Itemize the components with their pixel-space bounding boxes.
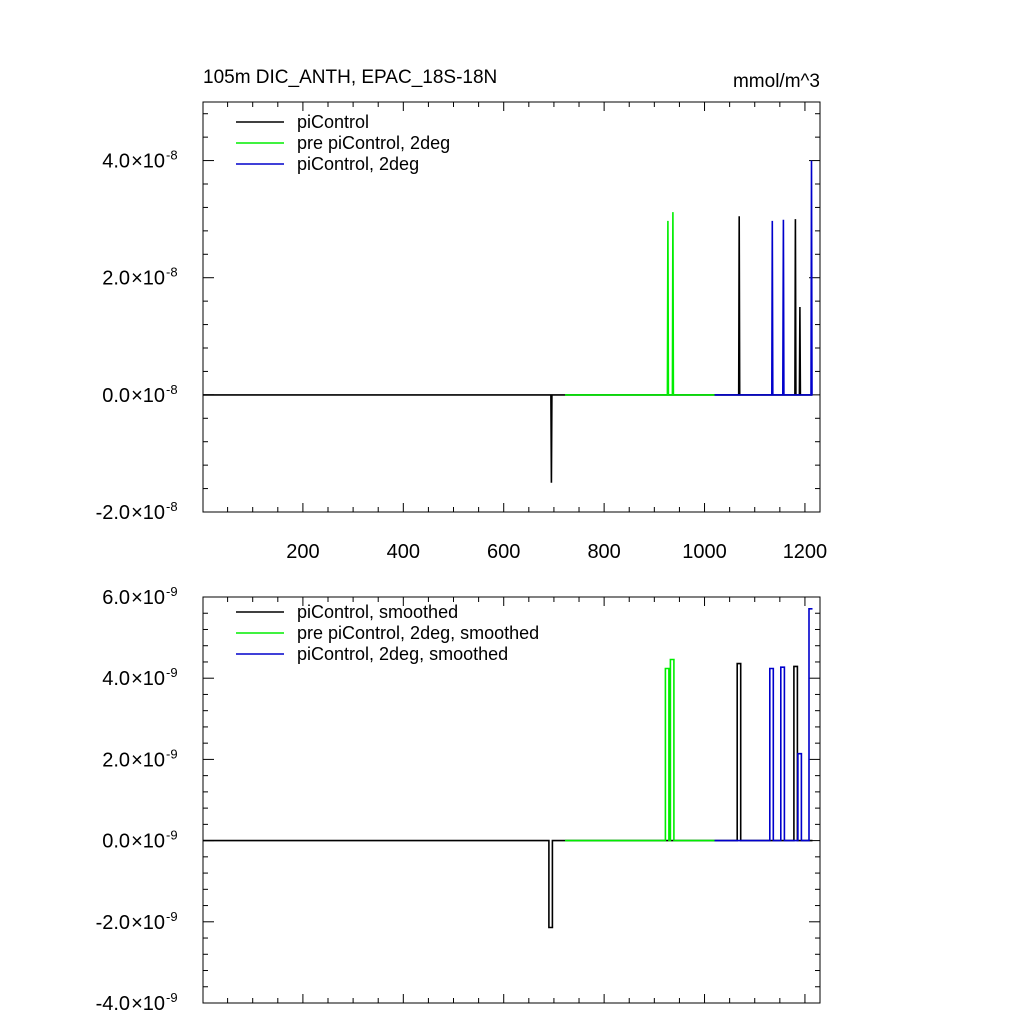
y-tick-label: 6.0×10 [102,587,165,609]
legend-label-2: piControl, 2deg [297,154,420,174]
plot-frame [203,102,820,512]
y-tick-label: 4.0×10 [102,668,165,691]
series-line-2 [715,161,813,395]
x-tick-label: 1200 [782,541,828,563]
y-tick-exponent: -9 [166,665,178,681]
y-tick-exponent: -9 [166,584,178,599]
y-tick-label: 0.0×10 [102,830,165,853]
y-tick-exponent: -8 [166,147,178,163]
top-chart-panel [96,67,828,563]
y-tick-label: 2.0×10 [102,267,165,290]
y-tick-label: 2.0×10 [102,749,165,772]
x-tick-label: 600 [487,541,521,563]
plot-frame [203,597,820,1003]
series-line-0 [203,664,813,928]
x-tick-label: 800 [587,541,621,563]
y-tick-label: 0.0×10 [102,384,165,407]
chart-title: 105m DIC_ANTH, EPAC_18S-18N [203,67,498,88]
y-tick-exponent: -9 [166,908,178,924]
legend-label-0: piControl, smoothed [297,602,459,622]
series-line-1 [565,212,715,395]
bottom-chart-panel [96,584,820,1015]
legend-label-1: pre piControl, 2deg, smoothed [297,623,540,643]
y-tick-exponent: -9 [166,990,178,1005]
x-tick-label: 400 [386,541,420,563]
legend-label-2: piControl, 2deg, smoothed [297,644,509,664]
legend-label-0: piControl [297,112,370,132]
legend-label-1: pre piControl, 2deg [297,133,451,153]
y-tick-label: -2.0×10 [95,911,165,934]
y-tick-exponent: -8 [166,499,178,514]
series-line-0 [203,216,813,483]
y-tick-exponent: -8 [166,381,178,397]
x-tick-label: 200 [286,541,320,563]
y-tick-exponent: -9 [166,746,178,762]
chart-units: mmol/m^3 [732,71,820,92]
x-tick-label: 1000 [682,541,727,563]
y-tick-exponent: -9 [166,827,178,843]
y-tick-label: -2.0×10 [95,502,165,524]
y-tick-label: 4.0×10 [102,150,165,173]
y-tick-exponent: -8 [166,264,178,280]
series-line-1 [565,660,715,841]
y-tick-label: -4.0×10 [95,993,165,1015]
